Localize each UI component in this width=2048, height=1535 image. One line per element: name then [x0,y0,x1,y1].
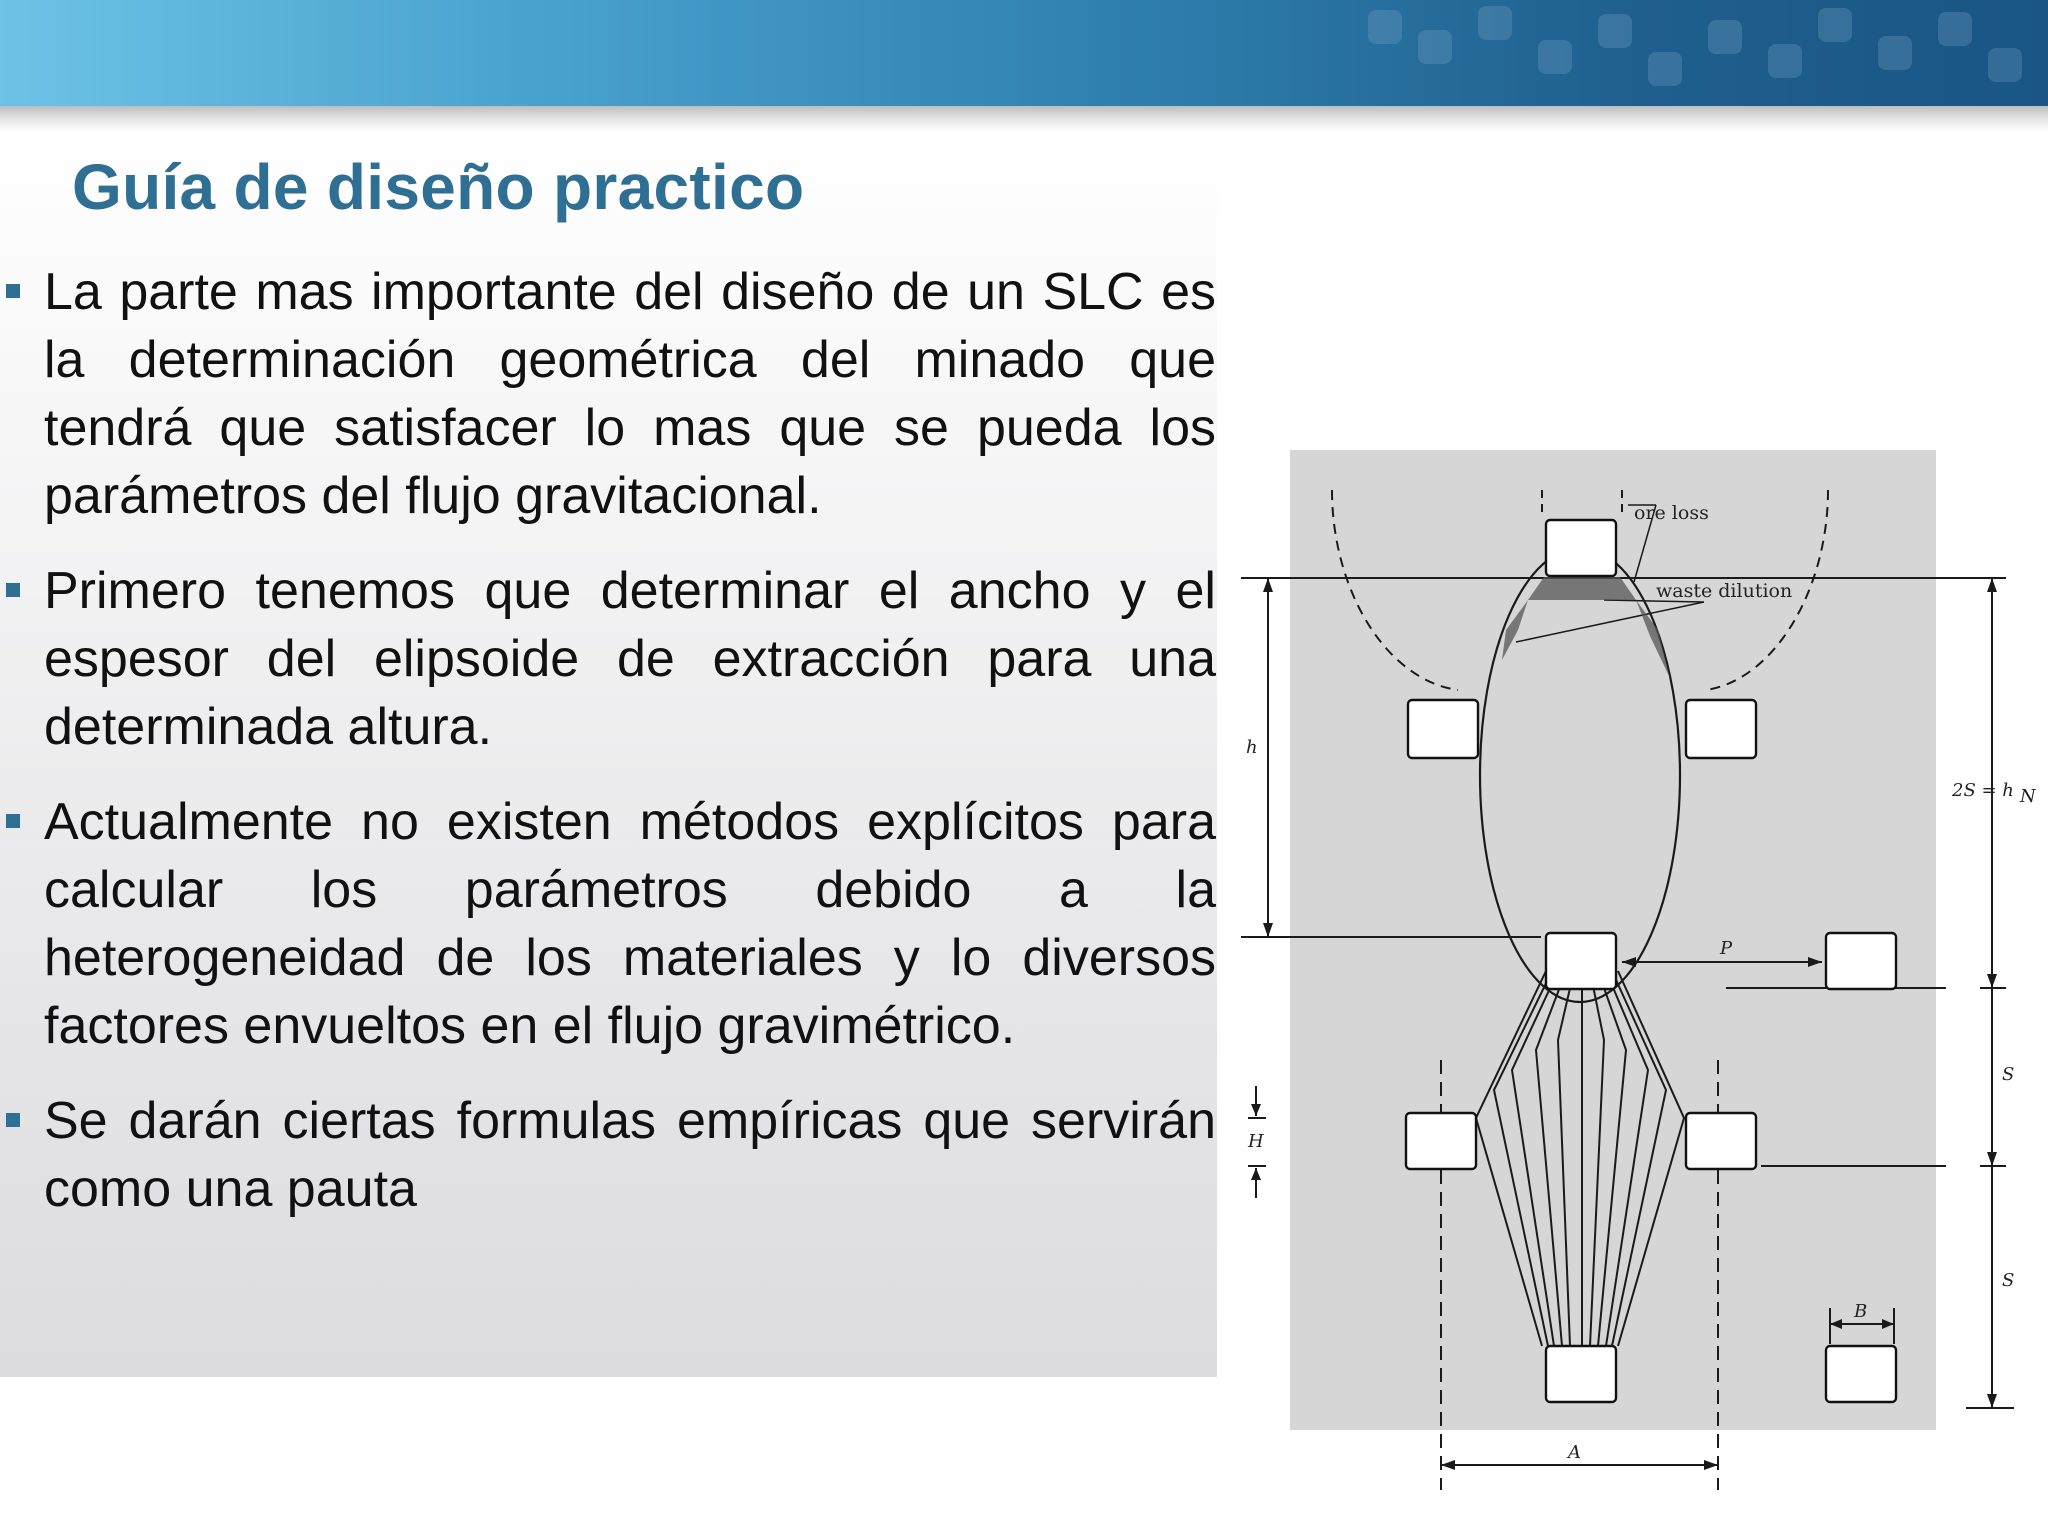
h-small-label: H [1248,1131,1264,1152]
drift-lower-left [1406,1113,1476,1169]
arrowhead [1263,923,1273,937]
arrowhead [1987,1152,1997,1166]
arrowhead [1263,578,1273,592]
ore-loss-label: ore loss [1634,502,1709,524]
drift-middle-right [1826,933,1896,989]
drift-top-center [1546,520,1616,576]
bullet-item [0,258,1217,530]
bullet-text: Primero tenemos que determinar el ancho y el espesor del elipsoide de extracción para una determinada altura. [44,562,1216,756]
drift-upper-left [1408,700,1478,758]
drift-upper-right [1686,700,1756,758]
p-label: P [1720,938,1733,959]
drift-lower-right [1686,1113,1756,1169]
drift-middle-center [1546,933,1616,989]
banner-shadow [0,106,2048,132]
arrowhead [1987,578,1997,592]
arrowhead [1704,1460,1718,1470]
a-label: A [1568,1442,1581,1463]
header-banner [0,0,2048,106]
s-upper-label: S [2002,1064,2015,1085]
s-lower-label: S [2002,1270,2015,1291]
square-bullet-icon [6,814,20,828]
bullet-item [0,557,1217,761]
2s-subscript-label: N [2020,786,2036,807]
banner-tiles [1348,0,2048,106]
waste-dilution-hatch [1528,577,1636,600]
drift-bottom-right [1826,1346,1896,1402]
bullet-text: Actualmente no existen métodos explícitos para calcular los parámetros debido a la heterogeneidad de los materiales y lo diversos factores envueltos en el flujo gravimétrico. [44,793,1216,1055]
bullet-item [0,1087,1217,1223]
h-label: h [1246,737,1258,758]
square-bullet-icon [6,1113,20,1127]
slide-title: Guía de diseño practico [72,151,805,223]
square-bullet-icon [6,583,20,597]
drift-bottom-center [1546,1346,1616,1402]
arrowhead [1251,1104,1261,1116]
waste-dilution-label: waste dilution [1656,580,1793,602]
diagram-canvas [1236,450,2036,1500]
bullet-text: La parte mas importante del diseño de un SLC es la determinación geométrica del minado que tendrá que satisfacer lo mas que se pueda los parámetros del flujo gravitacional. [44,263,1216,525]
arrowhead [1251,1168,1261,1180]
bullet-list [0,258,1217,1250]
slc-geometry-diagram [1236,450,2036,1500]
b-label: B [1854,1301,1868,1322]
2s-label: 2S = h [1952,780,2014,801]
arrowhead [1987,1394,1997,1408]
bullet-text: Se darán ciertas formulas empíricas que servirán como una pauta [44,1092,1216,1218]
arrowhead [1987,974,1997,988]
arrowhead [1441,1460,1455,1470]
square-bullet-icon [6,284,20,298]
bullet-item [0,788,1217,1060]
